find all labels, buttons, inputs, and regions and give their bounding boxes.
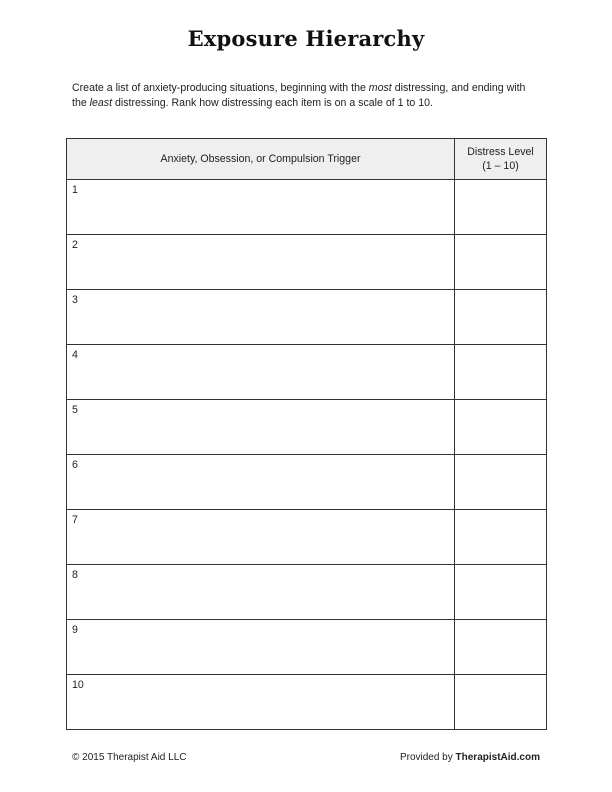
instructions-least: least bbox=[89, 97, 113, 109]
distress-level-cell[interactable] bbox=[455, 180, 547, 235]
table-row bbox=[67, 510, 547, 565]
distress-level-cell[interactable] bbox=[455, 345, 547, 400]
distress-level-cell[interactable] bbox=[455, 235, 547, 290]
instructions-part-1: Create a list of anxiety-producing situations, beginning with the bbox=[72, 82, 369, 94]
distress-level-cell[interactable] bbox=[455, 565, 547, 620]
distress-level-cell[interactable] bbox=[455, 290, 547, 345]
instructions-part-3: distressing. Rank how distressing each item is on a scale of 1 to 10. bbox=[112, 97, 433, 109]
table-row bbox=[67, 455, 547, 510]
distress-level-cell[interactable] bbox=[455, 455, 547, 510]
footer-provided-by bbox=[400, 752, 540, 763]
table-row bbox=[67, 290, 547, 345]
table-row bbox=[67, 180, 547, 235]
distress-level-cell[interactable] bbox=[455, 675, 547, 730]
header-distress-level bbox=[455, 139, 547, 180]
distress-level-cell[interactable] bbox=[455, 400, 547, 455]
header-distress-line-1: Distress Level bbox=[467, 146, 534, 158]
header-trigger: Anxiety, Obsession, or Compulsion Trigger bbox=[67, 139, 455, 180]
table-header-row bbox=[67, 139, 547, 180]
trigger-cell[interactable] bbox=[67, 565, 455, 620]
row-number: 3 bbox=[72, 294, 78, 306]
table-row bbox=[67, 565, 547, 620]
trigger-cell[interactable] bbox=[67, 235, 455, 290]
instructions bbox=[72, 81, 542, 111]
trigger-cell[interactable] bbox=[67, 290, 455, 345]
footer-provided-label: Provided by bbox=[399, 752, 456, 763]
trigger-cell[interactable] bbox=[67, 345, 455, 400]
exposure-hierarchy-table bbox=[66, 138, 547, 730]
footer-copyright: © 2015 Therapist Aid LLC bbox=[72, 752, 187, 763]
page-title: Exposure Hierarchy bbox=[187, 26, 425, 51]
distress-level-cell[interactable] bbox=[455, 620, 547, 675]
row-number: 5 bbox=[72, 404, 78, 416]
row-number: 7 bbox=[72, 514, 78, 526]
table-row bbox=[67, 620, 547, 675]
instructions-most: most bbox=[368, 82, 392, 94]
distress-level-cell[interactable] bbox=[455, 510, 547, 565]
instructions-part-2: distressing, and ending with the bbox=[72, 82, 526, 109]
footer-site: TherapistAid.com bbox=[455, 752, 540, 763]
row-number: 9 bbox=[72, 624, 78, 636]
table-row bbox=[67, 235, 547, 290]
trigger-cell[interactable] bbox=[67, 510, 455, 565]
row-number: 8 bbox=[72, 569, 78, 581]
header-distress-line-2: (1 – 10) bbox=[482, 160, 519, 172]
table-row bbox=[67, 345, 547, 400]
row-number: 4 bbox=[72, 349, 78, 361]
row-number: 2 bbox=[72, 239, 78, 251]
row-number: 6 bbox=[72, 459, 78, 471]
table-row bbox=[67, 400, 547, 455]
trigger-cell[interactable] bbox=[67, 400, 455, 455]
trigger-cell[interactable] bbox=[67, 455, 455, 510]
row-number: 10 bbox=[72, 679, 84, 691]
table-row bbox=[67, 675, 547, 730]
trigger-cell[interactable] bbox=[67, 180, 455, 235]
row-number: 1 bbox=[72, 184, 78, 196]
trigger-cell[interactable] bbox=[67, 620, 455, 675]
trigger-cell[interactable] bbox=[67, 675, 455, 730]
